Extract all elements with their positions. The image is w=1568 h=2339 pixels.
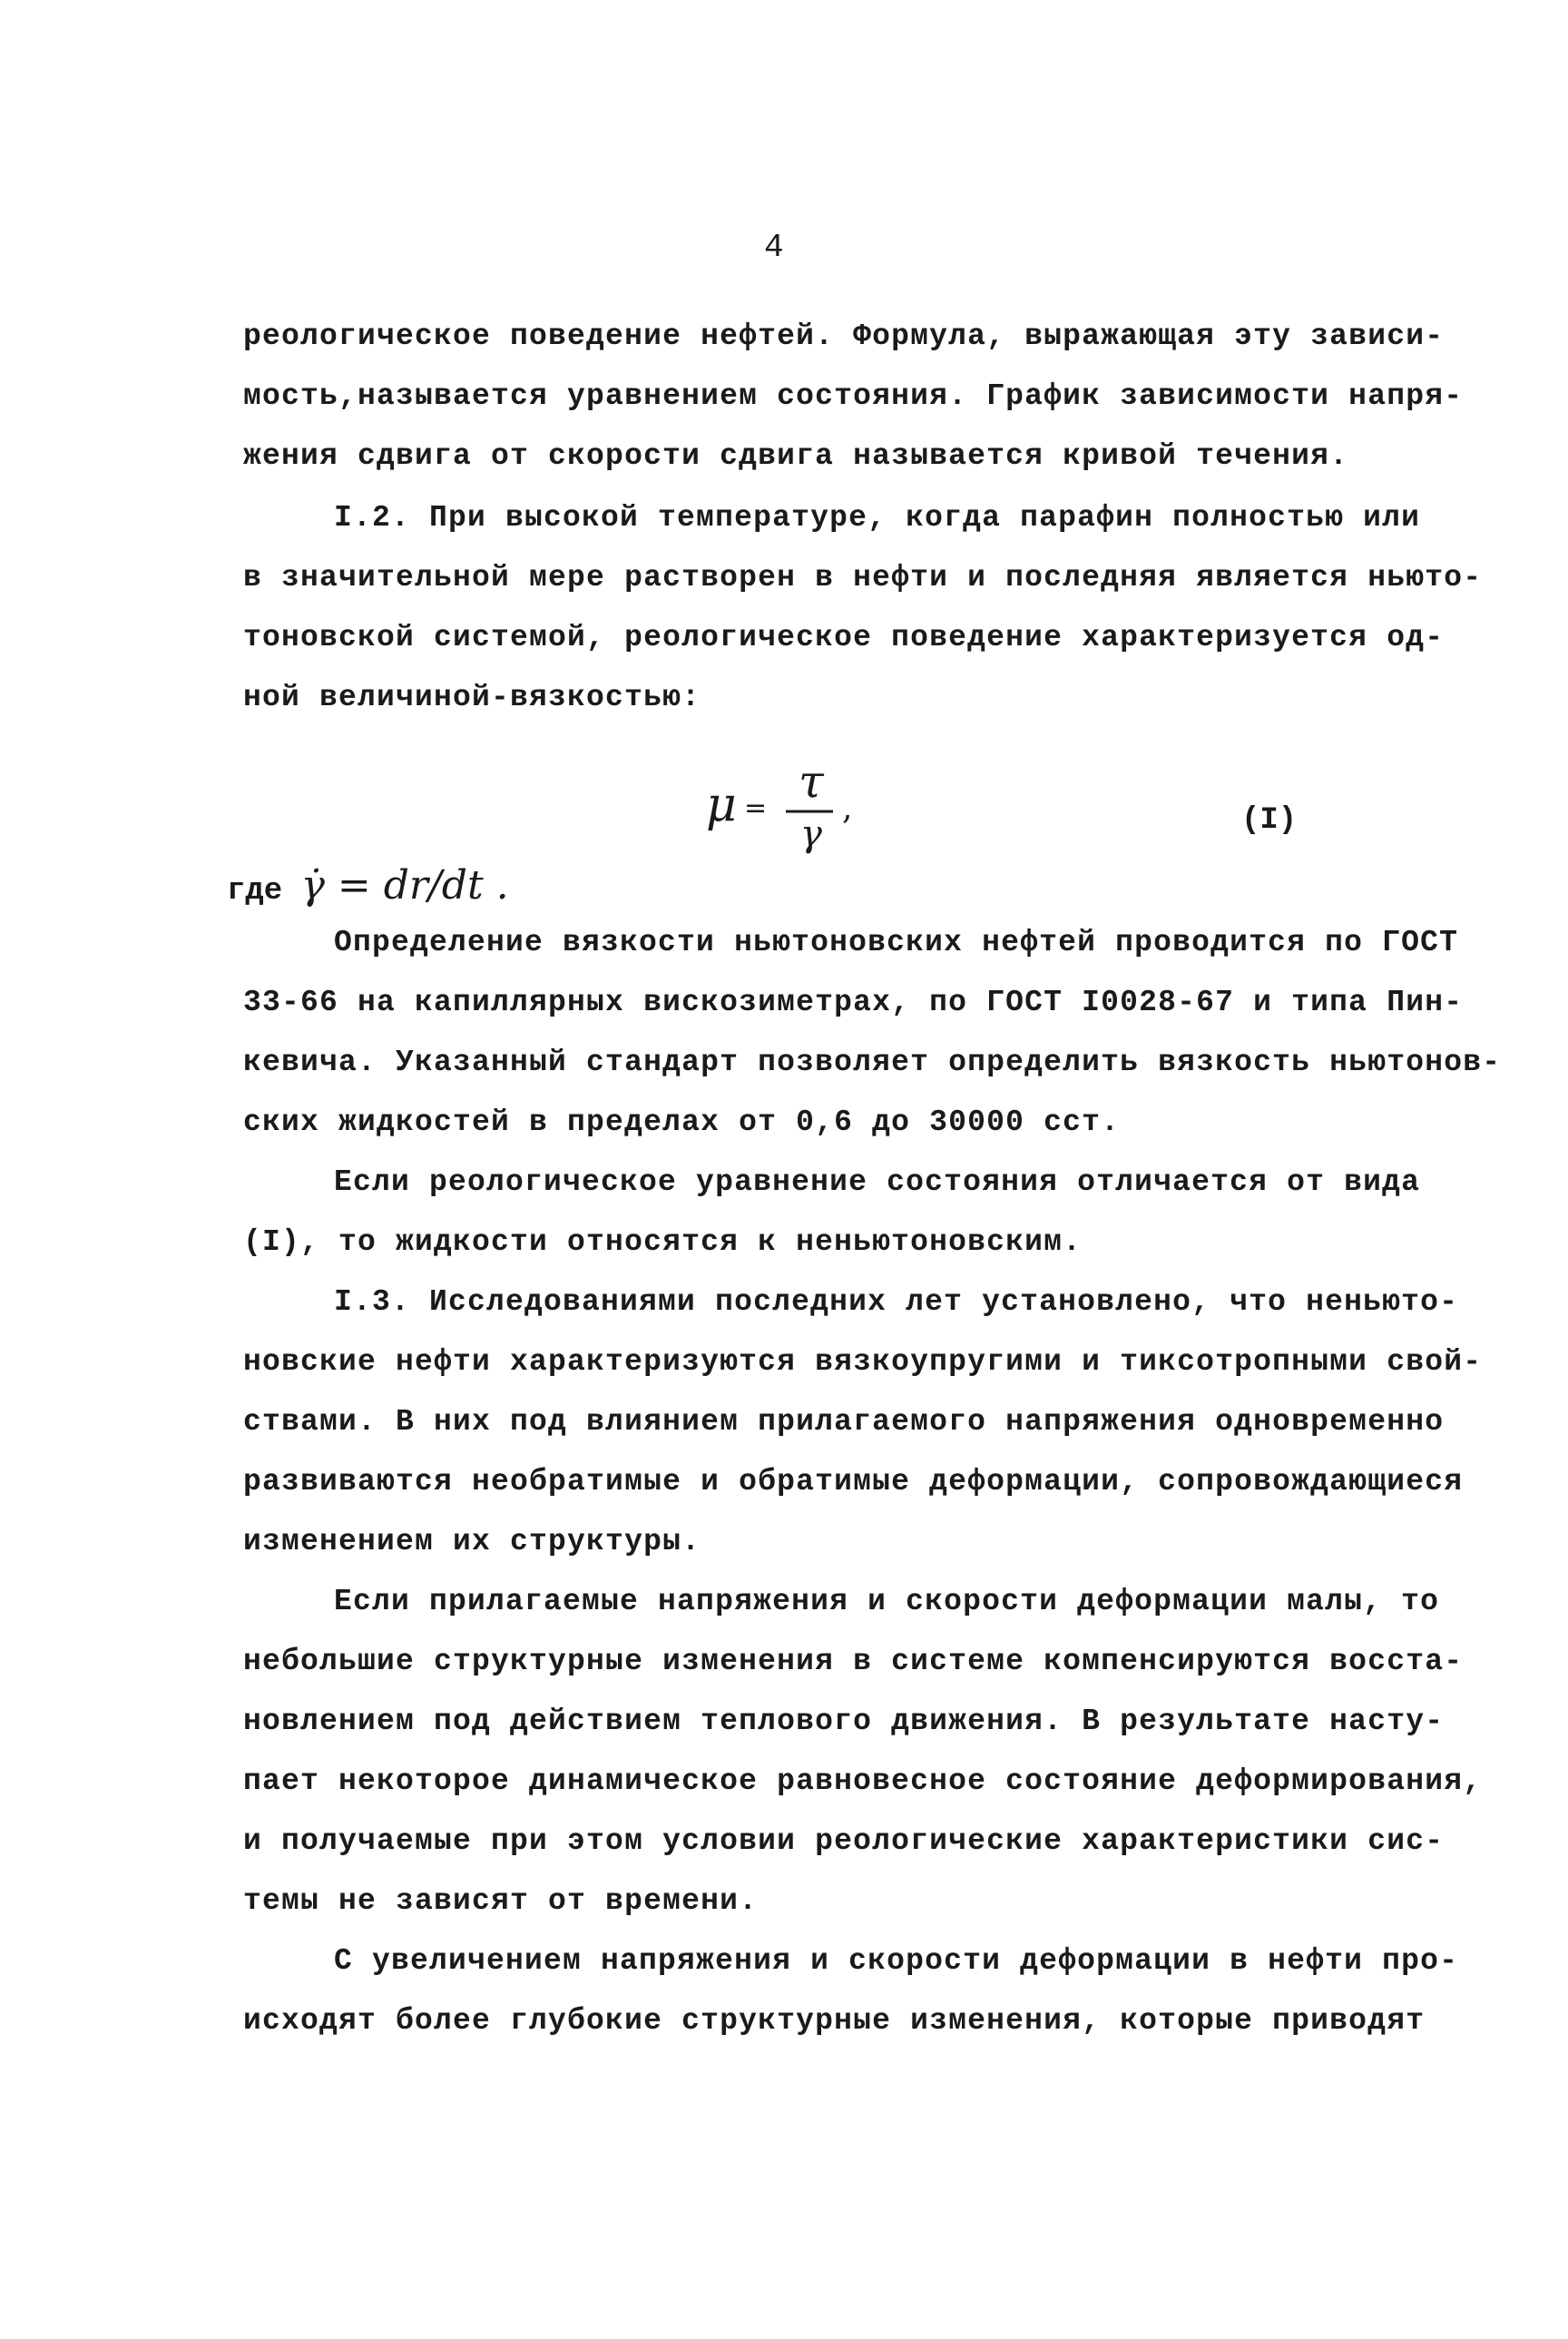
- where-line: [227, 862, 509, 909]
- text-line: новлением под действием теплового движения. В результате насту-: [243, 1705, 1445, 1738]
- formula-numerator: τ: [799, 755, 824, 808]
- text-line: исходят более глубокие структурные изменения, которые приводят: [243, 2004, 1426, 2038]
- text-line: Определение вязкости ньютоновских нефтей проводится по ГОСТ: [334, 926, 1459, 959]
- formula-number: (I): [1241, 803, 1298, 838]
- formula-equals: =: [744, 792, 768, 824]
- text-line: ной величиной-вязкостью:: [243, 681, 701, 714]
- text-line: тоновской системой, реологическое поведение характеризуется од-: [243, 621, 1445, 654]
- text-line: жения сдвига от скорости сдвига называется кривой течения.: [243, 439, 1349, 473]
- text-line: темы не зависят от времени.: [243, 1884, 759, 1918]
- text-line: ских жидкостей в пределах от 0,6 до 30000 сст.: [243, 1106, 1121, 1139]
- formula-trail: ,: [842, 790, 853, 827]
- where-expression: γ̇ = dr/dt .: [300, 862, 509, 909]
- text-line: кевича. Указанный стандарт позволяет определить вязкость ньютонов-: [243, 1046, 1502, 1079]
- text-line: в значительной мере растворен в нефти и последняя является ньюто-: [243, 561, 1483, 595]
- text-line: мость,называется уравнением состояния. График зависимости напря-: [243, 379, 1464, 413]
- text-line: изменением их структуры.: [243, 1525, 701, 1558]
- formula-svg: [706, 755, 906, 859]
- formula-denominator: γ: [800, 813, 822, 855]
- text-line: ствами. В них под влиянием прилагаемого напряжения одновременно: [243, 1405, 1445, 1439]
- text-line: I.3. Исследованиями последних лет установлено, что неньюто-: [334, 1285, 1459, 1319]
- text-line: С увеличением напряжения и скорости деформации в нефти про-: [334, 1944, 1459, 1978]
- formula-lhs: μ: [706, 778, 737, 832]
- where-prefix: где: [227, 874, 283, 909]
- text-line: 33-66 на капиллярных вискозиметрах, по ГОСТ I0028-67 и типа Пин-: [243, 986, 1464, 1019]
- text-line: (I), то жидкости относятся к неньютоновским.: [243, 1225, 1083, 1259]
- text-line: развиваются необратимые и обратимые деформации, сопровождающиеся: [243, 1465, 1464, 1499]
- text-line: Если реологическое уравнение состояния отличается от вида: [334, 1165, 1421, 1199]
- text-line: Если прилагаемые напряжения и скорости деформации малы, то: [334, 1585, 1440, 1618]
- text-line: новские нефти характеризуются вязкоупругими и тиксотропными свой-: [243, 1345, 1483, 1379]
- page-number: 4: [764, 229, 784, 266]
- formula: [706, 755, 906, 859]
- text-line: I.2. При высокой температуре, когда парафин полностью или: [334, 501, 1421, 535]
- text-line: пает некоторое динамическое равновесное состояние деформирования,: [243, 1764, 1483, 1798]
- text-line: небольшие структурные изменения в системе компенсируются восста-: [243, 1645, 1464, 1678]
- text-line: и получаемые при этом условии реологические характеристики сис-: [243, 1824, 1445, 1858]
- text-line: реологическое поведение нефтей. Формула, выражающая эту зависи-: [243, 319, 1445, 353]
